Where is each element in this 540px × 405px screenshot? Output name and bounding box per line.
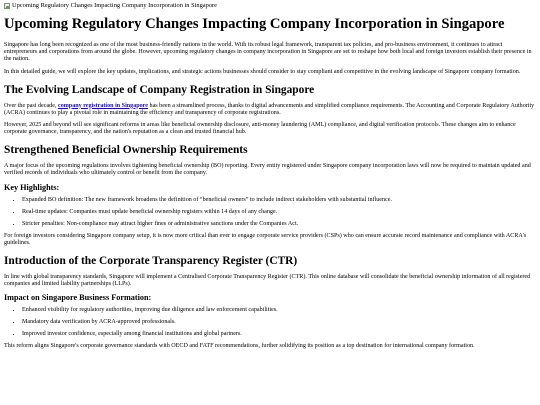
ctr-paragraph-2: This reform aligns Singapore's corporate governance standards with OECD and FATF recommendations, further solidifying its position as a top destination for international company formation. [4, 343, 475, 350]
list-item: • Real-time updates: Companies must update beneficial ownership registers within 14 days of any change. [22, 209, 536, 216]
hero-image-alt-text: Upcoming Regulatory Changes Impacting Company Incorporation in Singapore [12, 2, 217, 9]
list-item: • Expanded BO definition: The new framework broadens the definition of “beneficial owners” to include indirect stakeholders with substantial influence. [22, 197, 536, 204]
section-heading-beneficial-ownership: Strengthened Beneficial Ownership Requirements [4, 144, 248, 157]
page-title: Upcoming Regulatory Changes Impacting Company Incorporation in Singapore [4, 16, 505, 32]
intro-paragraph-1: Singapore has long been recognized as one of the most business-friendly nations in the world. With its robust legal framework, transparent tax policies, and pro-business environment, it continues to attract entrepreneurs and corporations from around the globe. However, upcoming regulatory changes in company incorporation in Singapore are set to reshape how both local and foreign investors establish their presence in the nation. [4, 42, 532, 62]
list-item: • Improved investor confidence, especially among financial institutions and global partners. [22, 331, 536, 338]
impact-heading: Impact on Singapore Business Formation: [4, 293, 152, 303]
intro-paragraph-2: In this detailed guide, we will explore the key updates, implications, and strategic actions businesses should consider to stay compliant and competitive in the evolving landscape of Singapore company formation. [4, 68, 521, 75]
broken-image-icon [4, 3, 10, 9]
section-heading-landscape: The Evolving Landscape of Company Registration in Singapore [4, 83, 315, 96]
landscape-paragraph-2: However, 2025 and beyond will see significant reforms in areas like beneficial ownership disclosure, anti-money laundering (AML) compliance, and digital verification protocols. These changes aim to enhance corporate governance, transparency, and the nation's reputation as a clean and trusted financial hub. [4, 122, 516, 136]
list-item: • Mandatory data verification by ACRA-approved professionals. [22, 319, 536, 326]
landscape-paragraph-1-end: has been a streamlined process, thanks to digital advancements and simplified compliance requirements. The Accounting and Corporate Regulatory Authority (ACRA) continues to play a pivotal role in maintaining the efficiency and transparency of corporate registrations. [4, 102, 535, 116]
landscape-paragraph-1 [4, 103, 536, 117]
beneficial-ownership-paragraph-2: For foreign investors considering Singapore company setup, it is now more critical than ever to engage corporate service providers (CSPs) who can ensure accurate record maintenance and compliance with ACRA's guidelines. [4, 232, 527, 246]
company-registration-link[interactable]: company registration in Singapore [57, 102, 148, 109]
key-highlights-heading: Key Highlights: [4, 183, 60, 193]
list-item: • Stricter penalties: Non-compliance may attract higher fines or administrative sanctions under the Companies Act. [22, 221, 536, 228]
section-heading-ctr: Introduction of the Corporate Transparency Register (CTR) [4, 254, 298, 267]
landscape-paragraph-1-start: Over the past decade, [4, 102, 58, 109]
impact-list [4, 307, 536, 338]
hero-image [4, 2, 536, 10]
list-item: • Enhanced visibility for regulatory authorities, improving due diligence and law enforcement capabilities. [22, 307, 536, 314]
key-highlights-list [4, 197, 536, 228]
ctr-paragraph-1: In line with global transparency standards, Singapore will implement a Centralised Corporate Transparency Register (CTR). This online database will consolidate the beneficial ownership information of all registered companies and limited liability partnerships (LLPs). [4, 273, 531, 287]
beneficial-ownership-paragraph-1: A major focus of the upcoming regulations involves tightening beneficial ownership (BO) reporting. Every entity registered under Singapore company incorporation laws will now be required to maintain updated and verified records of individuals who ultimately control or benefit from the company. [4, 163, 531, 177]
